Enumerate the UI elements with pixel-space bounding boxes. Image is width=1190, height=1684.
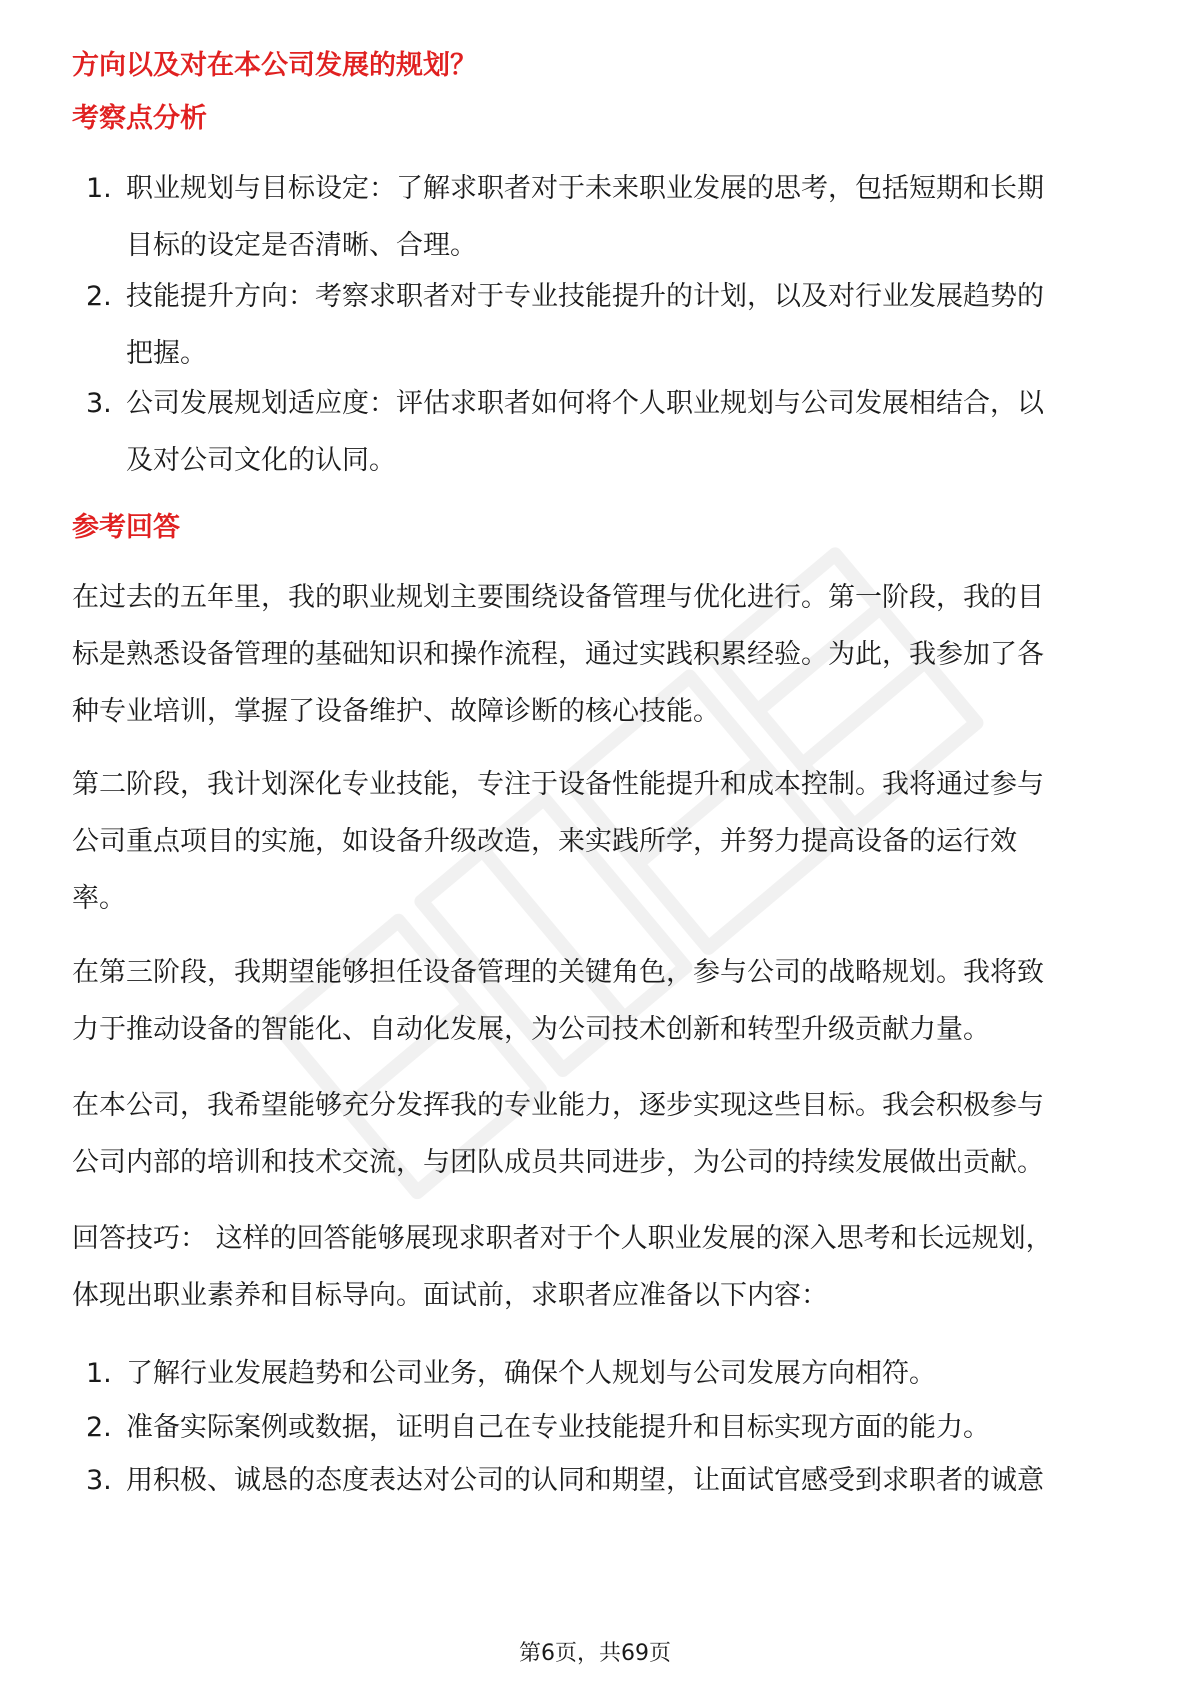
list-line: 把握。: [126, 338, 207, 369]
paragraph-line: 体现出职业素养和目标导向。面试前，求职者应准备以下内容：: [72, 1280, 828, 1311]
paragraph-line: 在过去的五年里，我的职业规划主要围绕设备管理与优化进行。第一阶段，我的目: [72, 582, 1044, 613]
list-number: 1.: [86, 1358, 112, 1389]
paragraph-line: 力于推动设备的智能化、自动化发展，为公司技术创新和转型升级贡献力量。: [72, 1014, 990, 1045]
analysis-heading: 考察点分析: [72, 103, 207, 134]
paragraph-line: 率。: [72, 883, 126, 914]
list-line: 技能提升方向：考察求职者对于专业技能提升的计划，以及对行业发展趋势的: [126, 281, 1044, 312]
paragraph-line: 第二阶段，我计划深化专业技能，专注于设备性能提升和成本控制。我将通过参与: [72, 769, 1044, 800]
list-line: 职业规划与目标设定：了解求职者对于未来职业发展的思考，包括短期和长期: [126, 173, 1044, 204]
paragraph-line: 公司重点项目的实施，如设备升级改造，来实践所学，并努力提高设备的运行效: [72, 826, 1017, 857]
paragraph-line: 种专业培训，掌握了设备维护、故障诊断的核心技能。: [72, 696, 720, 727]
list-line: 了解行业发展趋势和公司业务，确保个人规划与公司发展方向相符。: [126, 1358, 936, 1389]
list-line: 及对公司文化的认同。: [126, 445, 396, 476]
paragraph-line: 在本公司，我希望能够充分发挥我的专业能力，逐步实现这些目标。我会积极参与: [72, 1090, 1044, 1121]
list-line: 公司发展规划适应度：评估求职者如何将个人职业规划与公司发展相结合，以: [126, 388, 1044, 419]
list-line: 准备实际案例或数据，证明自己在专业技能提升和目标实现方面的能力。: [126, 1412, 990, 1443]
paragraph-line: 标是熟悉设备管理的基础知识和操作流程，通过实践积累经验。为此，我参加了各: [72, 639, 1044, 670]
list-number: 3.: [86, 1465, 112, 1496]
list-number: 2.: [86, 1412, 112, 1443]
list-number: 2.: [86, 281, 112, 312]
answer-tips-paragraph: [72, 1210, 1122, 1324]
list-number: 1.: [86, 173, 112, 204]
answer-paragraph: [72, 1077, 1122, 1191]
answer-paragraph: [72, 569, 1122, 740]
reference-heading: 参考回答: [72, 512, 180, 543]
list-line: 用积极、诚恳的态度表达对公司的认同和期望，让面试官感受到求职者的诚意: [126, 1465, 1044, 1496]
page-number: 第6页，共69页: [519, 1641, 671, 1666]
answer-paragraph: [72, 756, 1122, 927]
question-title: 方向以及对在本公司发展的规划？: [72, 50, 477, 81]
list-line: 目标的设定是否清晰、合理。: [126, 230, 477, 261]
paragraph-line: 在第三阶段，我期望能够担任设备管理的关键角色，参与公司的战略规划。我将致: [72, 957, 1044, 988]
paragraph-line: 公司内部的培训和技术交流，与团队成员共同进步，为公司的持续发展做出贡献。: [72, 1147, 1044, 1178]
paragraph-line: 回答技巧： 这样的回答能够展现求职者对于个人职业发展的深入思考和长远规划，: [72, 1223, 1053, 1254]
list-number: 3.: [86, 388, 112, 419]
answer-paragraph: [72, 944, 1122, 1058]
